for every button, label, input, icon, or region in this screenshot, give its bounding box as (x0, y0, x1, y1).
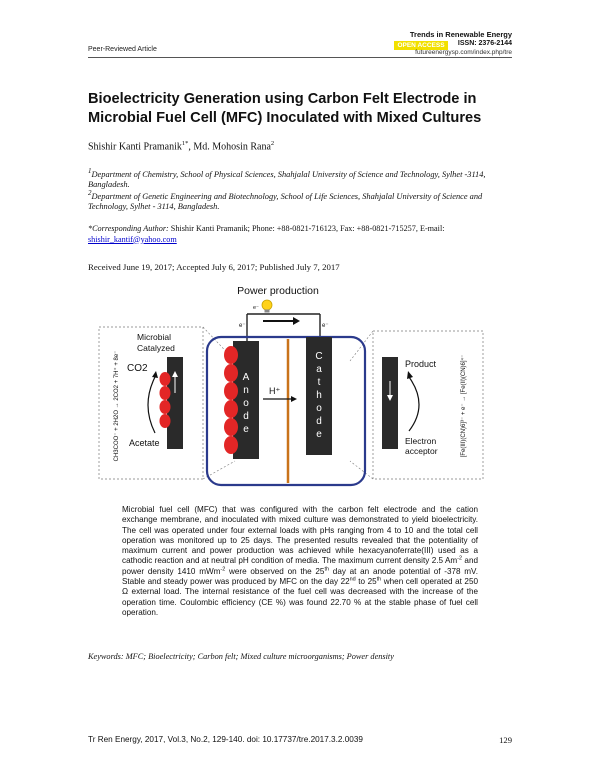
affiliation-1-mark: 1 (88, 167, 92, 175)
issn: ISSN: 2376-2144 (457, 40, 512, 47)
abstract-part: and power density 1410 mWm (122, 556, 478, 576)
paper-title (88, 90, 518, 128)
open-access-badge: OPEN ACCESS (394, 41, 448, 50)
anode-electron-label: e⁻ (239, 323, 246, 329)
affiliation-1-text: Department of Chemistry, School of Physical Sciences, Shahjalal University of Science and Technology, Sylhet -3114, Bangladesh. (88, 169, 486, 190)
cathode-letter: o (316, 403, 322, 414)
author-2-mark: 2 (270, 140, 275, 147)
author-2: Md. Mohosin Rana (193, 141, 271, 153)
footer-citation: Tr Ren Energy, 2017, Vol.3, No.2, 129-140. doi: 10.17737/tre.2017.3.2.0039 (88, 735, 363, 744)
catalyzed-label: Catalyzed (137, 343, 175, 353)
cathode-letter: d (316, 416, 322, 427)
cathode-letter: C (315, 351, 323, 362)
abstract-superscript: nd (349, 576, 356, 583)
abstract-part: day at an anode potential of -378 mV. Stable and steady power was produced by MFC on the day 22 (122, 566, 478, 587)
page-number: 129 (499, 735, 512, 745)
cathode-letter: h (316, 390, 322, 401)
anode-letter: e (243, 424, 249, 435)
journal-url[interactable]: futureenergysp.com/index.php/tre (415, 49, 512, 56)
affiliation-2-text: Department of Genetic Engineering and Biotechnology, School of Life Sciences, Shahjalal University of Science and Technology, Sylhet - 3114, Bangladesh. (88, 191, 483, 212)
anode-letter: d (243, 411, 249, 422)
product-label: Product (405, 359, 437, 369)
abstract-superscript: -2 (457, 555, 463, 562)
article-type: Peer-Reviewed Article (88, 46, 157, 53)
keywords: Keywords: MFC; Bioelectricity; Carbon felt; Mixed culture microorganisms; Power density (88, 652, 394, 661)
abstract-part: to 25 (355, 577, 377, 587)
publication-dates: Received June 19, 2017; Accepted July 6, 2017; Published July 7, 2017 (88, 262, 340, 272)
power-production-label: Power production (237, 285, 319, 297)
abstract-superscript: -2 (220, 566, 226, 573)
cathode-detail-electrode (382, 357, 398, 449)
electron-acceptor-label-1: Electron (405, 436, 437, 446)
proton-arrow (263, 396, 297, 402)
acetate-label: Acetate (129, 438, 160, 448)
corresponding-author (88, 224, 520, 245)
co2-label: CO2 (127, 363, 148, 374)
abstract-part: when cell operated at 250 Ω external load. The internal resistance of the fuel cell was decreased with the increase of the operation time. Coulombic efficiency (CE %) was found 22.70 % at the stable phase of fuel cell operation. (122, 577, 478, 617)
anode-letter: n (243, 385, 249, 396)
abstract-part: were observed on the 25 (225, 566, 325, 576)
zoom-line (350, 461, 373, 479)
abstract-text (122, 505, 478, 618)
cathode-label (315, 351, 322, 440)
anode-label (243, 372, 250, 435)
anode-letter: o (243, 398, 249, 409)
journal-name: Trends in Renewable Energy (409, 30, 512, 39)
electron-acceptor-label-2: acceptor (405, 446, 438, 456)
cathode-letter: a (316, 364, 322, 375)
author-1: Shishir Kanti Pramanik (88, 141, 182, 153)
proton-label: H⁺ (269, 386, 281, 396)
corresponding-details: Shishir Kanti Pramanik; Phone: +88-0821-716123, Fax: +88-0821-715257, E-mail: (168, 224, 445, 233)
anode-reaction: CH3COO⁻ + 2H2O → 2CO2 + 7H⁺ + 8e⁻ (114, 350, 120, 462)
corresponding-label: *Corresponding Author: (88, 224, 169, 233)
microbial-label: Microbial (137, 332, 172, 342)
electron-flow-arrow (263, 317, 300, 325)
cathode-electron-label: e⁻ (322, 323, 329, 329)
abstract-part: Microbial fuel cell (MFC) that was configured with the carbon felt electrode and the cation exchange membrane, and inoculated with mixed culture was demonstrated to yield bioelectricity. The cell was operated under four external loads with pHs ranging from 4 to 10 and the total cell operation was monitored up to 25 days. The presented results revealed that the potentiality of maximum current and power production was achieved while hexacyanoferrate(III) used as a cathodic reaction and at neutral pH condition of media. The maximum current density 2.5 Am (122, 505, 478, 566)
abstract-superscript: th (376, 576, 382, 583)
header-divider (88, 57, 512, 58)
title-line-1: Bioelectricity Generation using Carbon Felt Electrode in (88, 91, 477, 107)
cathode-letter: e (316, 429, 322, 440)
title-line-2: Microbial Fuel Cell (MFC) Inoculated with Mixed Cultures (88, 110, 482, 126)
reduction-arrow (407, 371, 419, 431)
anode-letter: A (242, 372, 250, 383)
affiliation-2-mark: 2 (88, 189, 92, 197)
light-bulb-icon (262, 300, 272, 313)
cathode-reaction: [Fe(III)(CN)6]³⁻ + e⁻ → [Fe(II)(CN)6]⁴⁻ (461, 354, 467, 458)
corresponding-email-link[interactable]: shishir_kantif@yahoo.com (88, 234, 177, 244)
mfc-schematic-figure (95, 281, 505, 491)
zoom-line (350, 331, 373, 361)
author-1-mark: 1* (181, 140, 189, 147)
affiliation-2 (88, 188, 518, 213)
author-separator: , (188, 141, 194, 153)
abstract-superscript: th (324, 566, 330, 573)
author-list (88, 140, 274, 152)
cathode-letter: t (317, 377, 321, 388)
circuit-electron-label: e⁻ (253, 305, 259, 311)
